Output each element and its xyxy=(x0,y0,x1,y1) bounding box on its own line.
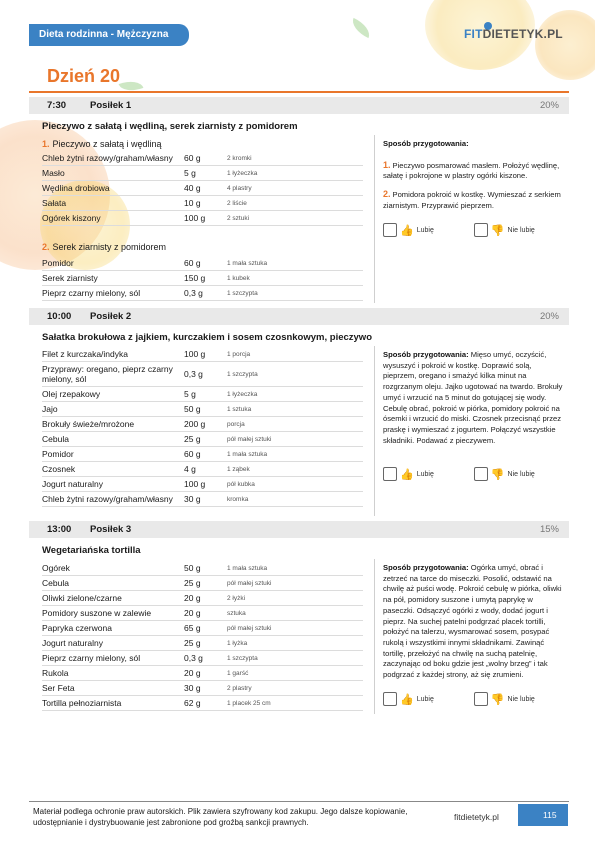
column-divider xyxy=(374,559,375,714)
ingredient-unit: 1 łyżeczka xyxy=(227,390,258,398)
ingredient-qty: 4 g xyxy=(184,464,196,474)
ingredient-name: Jogurt naturalny xyxy=(42,638,103,648)
like-checkbox[interactable] xyxy=(383,692,397,706)
ingredient-qty: 60 g xyxy=(184,153,201,163)
ingredient-unit: sztuka xyxy=(227,609,246,617)
thumbs-up-icon: 👍 xyxy=(400,693,414,706)
ingredient-unit: 1 porcja xyxy=(227,350,251,358)
ingredient-unit: 1 łyżeczka xyxy=(227,169,258,177)
ingredient-row xyxy=(42,621,363,636)
ingredient-qty: 30 g xyxy=(184,683,201,693)
ingredient-name: Pomidor xyxy=(42,258,74,268)
ingredient-row xyxy=(42,256,363,271)
ingredient-row xyxy=(42,606,363,621)
ingredient-row xyxy=(42,196,363,211)
ingredient-qty: 40 g xyxy=(184,183,201,193)
dislike-checkbox[interactable] xyxy=(474,223,488,237)
ingredient-unit: 2 liście xyxy=(227,199,247,207)
decor-orange-top xyxy=(535,10,595,80)
dish-part-title: 2. Serek ziarnisty z pomidorem xyxy=(42,242,167,252)
meal-header: 7:30 Posiłek 1 20% xyxy=(29,97,569,114)
meal-header: 13:00 Posiłek 3 15% xyxy=(29,521,569,538)
ingredient-unit: 2 sztuki xyxy=(227,214,250,222)
dish-title: Pieczywo z sałatą i wędliną, serek ziarnisty z pomidorem xyxy=(42,121,298,132)
dish-part-title: 1. Pieczywo z sałatą i wędliną xyxy=(42,139,162,149)
ingredient-qty: 20 g xyxy=(184,668,201,678)
ingredient-name: Jajo xyxy=(42,404,58,414)
ingredient-name: Pomidory suszone w zalewie xyxy=(42,608,152,618)
ingredient-name: Przyprawy: oregano, pieprz czarny mielony, sól xyxy=(42,364,173,384)
ingredient-row xyxy=(42,211,363,226)
ingredient-unit: 1 mała sztuka xyxy=(227,259,268,267)
preparation: Sposób przygotowania: Ogórka umyć, obrać i zetrzeć na tarce do miseczki. Posolić, odstawić na chwilę aż puści wodę. Pokroić cebulę w piórka, oliwki na pół, pomidory suszone i umytą paprykę w paseczki. Odsączyć ogórki z wody, dodać jogurt i pieprz. Na suchej patelni podgrzać placek tortilli, położyć na talerzu, wysmarować sosem, posypać rukolą i wszystkimi innymi składnikami. Zawinąć tortillę, przełożyć na chwilę na suchą patelnię, zaczynając od boku gdzie jest „wolny brzeg” i tak podgrzać z każdej strony, aż się zrumieni. xyxy=(383,563,562,680)
like-checkbox[interactable] xyxy=(383,467,397,481)
meal-header: 10:00 Posiłek 2 20% xyxy=(29,308,569,325)
logo: FITDIETETYK.PL xyxy=(464,27,563,41)
ingredient-name: Pomidor xyxy=(42,449,74,459)
ingredient-row xyxy=(42,417,363,432)
column-divider xyxy=(374,346,375,516)
ingredient-name: Cebula xyxy=(42,434,69,444)
page-number: 115 xyxy=(518,804,568,826)
diet-badge: Dieta rodzinna - Mężczyzna xyxy=(29,24,189,46)
dish-title: Wegetariańska tortilla xyxy=(42,545,141,556)
ingredient-name: Chleb żytni razowy/graham/własny xyxy=(42,153,173,163)
footer-site: fitdietetyk.pl xyxy=(454,812,499,822)
preparation: Sposób przygotowania: Mięso umyć, oczyścić, wysuszyć i pokroić w kostkę. Doprawić solą, pieprzem, oregano i smażyć kilka minut na rozgrzanym oleju. Jajko ugotować na twardo. Brokuły umyć i wrzucić na 5 minut do gotującej się wody. Cebulę obrać, pokroić w piórka, pomidory pokroić na ósemki i wrzucić do miski. Czosnek przecisnąć przez praskę i wymieszać z jogurtem. Połączyć wszystkie składniki. Podawać z pieczywem. xyxy=(383,350,563,445)
ingredient-unit: pół kubka xyxy=(227,480,255,488)
ingredient-qty: 5 g xyxy=(184,168,196,178)
rating: 👍 Lubię 👎 Nie lubię xyxy=(383,692,535,706)
ingredient-qty: 150 g xyxy=(184,273,206,283)
thumbs-down-icon: 👎 xyxy=(490,693,505,706)
ingredient-row xyxy=(42,666,363,681)
ingredient-name: Sałata xyxy=(42,198,67,208)
ingredient-name: Wędlina drobiowa xyxy=(42,183,110,193)
ingredient-row xyxy=(42,402,363,417)
ingredient-qty: 60 g xyxy=(184,449,201,459)
ingredient-name: Olej rzepakowy xyxy=(42,389,101,399)
ingredient-name: Pieprz czarny mielony, sól xyxy=(42,653,141,663)
ingredient-row xyxy=(42,347,363,362)
ingredient-list xyxy=(42,256,363,301)
ingredient-row xyxy=(42,492,363,507)
ingredient-row xyxy=(42,681,363,696)
ingredient-row xyxy=(42,181,363,196)
ingredient-row xyxy=(42,447,363,462)
ingredient-row xyxy=(42,696,363,711)
ingredient-qty: 100 g xyxy=(184,349,206,359)
ingredient-unit: 1 szczypta xyxy=(227,654,258,662)
ingredient-row xyxy=(42,362,363,387)
ingredient-qty: 0,3 g xyxy=(184,288,203,298)
ingredient-qty: 5 g xyxy=(184,389,196,399)
ingredient-list xyxy=(42,347,363,507)
ingredient-row xyxy=(42,462,363,477)
ingredient-name: Filet z kurczaka/indyka xyxy=(42,349,128,359)
ingredient-name: Rukola xyxy=(42,668,69,678)
ingredient-name: Ogórek xyxy=(42,563,70,573)
ingredient-qty: 65 g xyxy=(184,623,201,633)
ingredient-unit: pół małej sztuki xyxy=(227,624,272,632)
ingredient-unit: porcja xyxy=(227,420,245,428)
ingredient-unit: 2 łyżki xyxy=(227,594,246,602)
ingredient-name: Chleb żytni razowy/graham/własny xyxy=(42,494,173,504)
ingredient-qty: 20 g xyxy=(184,608,201,618)
ingredient-row xyxy=(42,151,363,166)
ingredient-name: Jogurt naturalny xyxy=(42,479,103,489)
ingredient-unit: 1 sztuka xyxy=(227,405,252,413)
ingredient-row xyxy=(42,591,363,606)
ingredient-qty: 30 g xyxy=(184,494,201,504)
ingredient-unit: pół małej sztuki xyxy=(227,435,272,443)
preparation: Sposób przygotowania: 1. Pieczywo posmarować masłem. Położyć wędlinę, sałatę i pokrojone w plastry ogórki kiszone. 2. Pomidora pokroić w kostkę. Wymieszać z serkiem ziarnistym. Przyprawić pieprzem. xyxy=(383,139,561,210)
ingredient-name: Papryka czerwona xyxy=(42,623,112,633)
ingredient-row xyxy=(42,271,363,286)
ingredient-name: Cebula xyxy=(42,578,69,588)
ingredient-qty: 60 g xyxy=(184,258,201,268)
ingredient-unit: 2 plastry xyxy=(227,684,252,692)
decor-leaf xyxy=(348,18,373,38)
ingredient-name: Oliwki zielone/czarne xyxy=(42,593,122,603)
dislike-checkbox[interactable] xyxy=(474,467,488,481)
ingredient-row xyxy=(42,432,363,447)
footer-divider xyxy=(29,801,569,802)
dislike-checkbox[interactable] xyxy=(474,692,488,706)
ingredient-unit: 1 garść xyxy=(227,669,249,677)
ingredient-qty: 25 g xyxy=(184,638,201,648)
ingredient-row xyxy=(42,477,363,492)
ingredient-qty: 10 g xyxy=(184,198,201,208)
ingredient-list xyxy=(42,561,363,711)
ingredient-unit: pół małej sztuki xyxy=(227,579,272,587)
ingredient-unit: 4 plastry xyxy=(227,184,252,192)
ingredient-row xyxy=(42,166,363,181)
ingredient-name: Brokuły świeże/mrożone xyxy=(42,419,135,429)
ingredient-unit: kromka xyxy=(227,495,249,503)
ingredient-list xyxy=(42,151,363,226)
ingredient-row xyxy=(42,561,363,576)
dish-title: Sałatka brokułowa z jajkiem, kurczakiem i sosem czosnkowym, pieczywo xyxy=(42,332,372,343)
ingredient-name: Serek ziarnisty xyxy=(42,273,98,283)
ingredient-name: Tortilla pełnoziarnista xyxy=(42,698,122,708)
ingredient-qty: 200 g xyxy=(184,419,206,429)
ingredient-qty: 62 g xyxy=(184,698,201,708)
thumbs-down-icon: 👎 xyxy=(490,224,505,237)
day-title: Dzień 20 xyxy=(47,66,121,86)
ingredient-unit: 2 kromki xyxy=(227,154,252,162)
ingredient-row xyxy=(42,576,363,591)
copyright-notice: Materiał podlega ochronie praw autorskich. Plik zawiera szyfrowany kod zakupu. Jego dalsze kopiowanie, udostępnianie i dystrybuowanie jest zabronione pod groźbą sankcji prawnych. xyxy=(33,807,408,827)
ingredient-unit: 1 mała sztuka xyxy=(227,564,268,572)
ingredient-qty: 20 g xyxy=(184,593,201,603)
thumbs-up-icon: 👍 xyxy=(400,468,414,481)
ingredient-name: Ogórek kiszony xyxy=(42,213,101,223)
ingredient-name: Masło xyxy=(42,168,65,178)
ingredient-qty: 0,3 g xyxy=(184,369,203,379)
ingredient-qty: 100 g xyxy=(184,213,206,223)
ingredient-unit: 1 kubek xyxy=(227,274,250,282)
ingredient-unit: 1 szczypta xyxy=(227,289,258,297)
ingredient-qty: 50 g xyxy=(184,404,201,414)
thumbs-up-icon: 👍 xyxy=(400,224,414,237)
thumbs-down-icon: 👎 xyxy=(490,468,505,481)
ingredient-row xyxy=(42,636,363,651)
ingredient-qty: 25 g xyxy=(184,434,201,444)
ingredient-qty: 25 g xyxy=(184,578,201,588)
ingredient-unit: 1 łyżka xyxy=(227,639,248,647)
ingredient-qty: 0,3 g xyxy=(184,653,203,663)
ingredient-row xyxy=(42,286,363,301)
rating: 👍 Lubię 👎 Nie lubię xyxy=(383,223,535,237)
divider xyxy=(29,91,569,93)
ingredient-unit: 1 mała sztuka xyxy=(227,450,268,458)
ingredient-unit: 1 szczypta xyxy=(227,370,258,378)
ingredient-row xyxy=(42,651,363,666)
ingredient-qty: 50 g xyxy=(184,563,201,573)
ingredient-name: Ser Feta xyxy=(42,683,75,693)
rating: 👍 Lubię 👎 Nie lubię xyxy=(383,467,535,481)
ingredient-unit: 1 placek 25 cm xyxy=(227,699,271,707)
ingredient-unit: 1 ząbek xyxy=(227,465,250,473)
ingredient-qty: 100 g xyxy=(184,479,206,489)
ingredient-row xyxy=(42,387,363,402)
ingredient-name: Pieprz czarny mielony, sól xyxy=(42,288,141,298)
column-divider xyxy=(374,135,375,303)
ingredient-name: Czosnek xyxy=(42,464,76,474)
like-checkbox[interactable] xyxy=(383,223,397,237)
